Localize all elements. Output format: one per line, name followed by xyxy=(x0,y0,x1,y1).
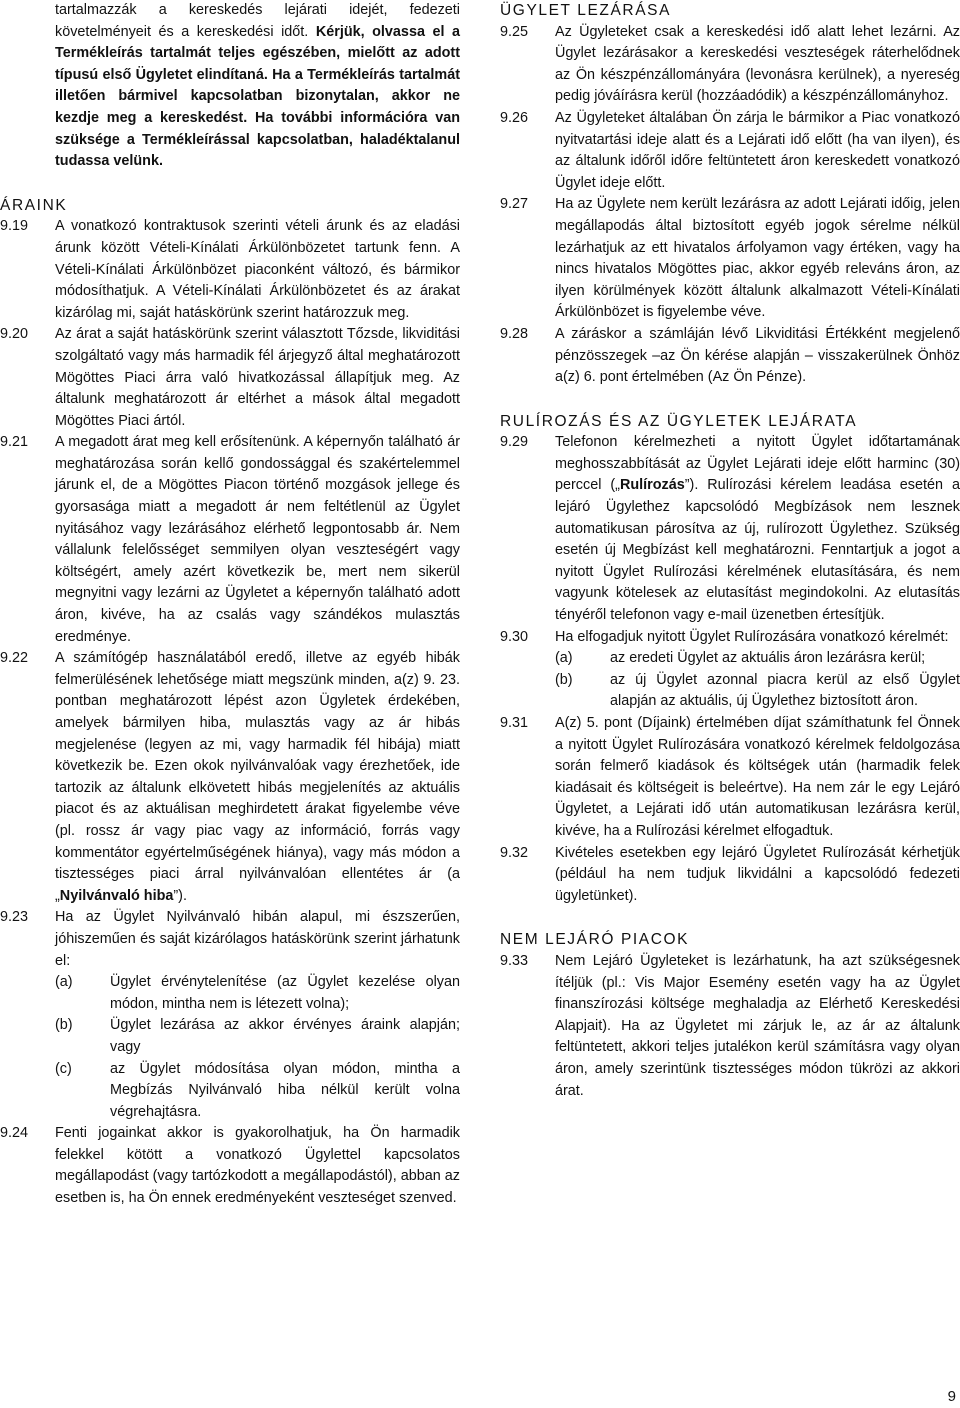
clause-9-33 xyxy=(500,951,960,1102)
clause-text: Az Ügyleteket csak a kereskedési idő alatt lehet lezárni. Az Ügylet lezárásakor a kereskedési veszteségek ráterhelődnek az Ön készpénzállományára (levonásra kerülnek), a nyereség pedig jóváírásra kerül (hozzáadódik) a készpénzállományhoz. xyxy=(555,23,960,105)
clause-number: 9.28 xyxy=(500,325,529,342)
sub-item-text: az Ügylet módosítása olyan módon, mintha a Megbízás Nyilvánvaló hiba nélkül került volna végrehajtásra. xyxy=(110,1060,460,1120)
clause-number: 9.25 xyxy=(500,23,529,40)
clause-text: Az árat a saját hatáskörünk szerint választott Tőzsde, likviditási szolgáltató vagy más harmadik fél árjegyző által meghatározott Mögöttes Piaci árra való hivatkozással állapítjuk meg. Az általunk meghatározott ár eltérhet a mások által megadott Mögöttes Piaci ártól. xyxy=(55,326,460,429)
sub-item-label: (b) xyxy=(55,1017,73,1034)
clause-number: 9.27 xyxy=(500,196,529,213)
clause-text: A megadott árat meg kell erősítenünk. A képernyőn található ár meghatározása során kellő gondossággal és szakértelemmel járunk el, de a Mögöttes Piacon történő mozgások jellege és gyorsasága miatt a megadott ár nem feltétlenül az Ügylet nyitásához vagy lezárásához elérhető legpontosabb ár. Nem vállalunk felelősséget semmilyen olyan veszteségért vagy költségért, amely azért következik be, mert nem sikerül megnyitni vagy lezárni az Ügyletet a képernyőn található adott áron, kivéve, ha az csalás vagy szándékos mulasztás eredménye. xyxy=(55,434,460,645)
clause-text-part: ”). Rulírozási kérelem leadása esetén a lejáró Ügylethez kapcsolódó Megbízások nem lesznek automatikusan párosítva az új, rulírozott Ügylethez. Szükség esetén új Megbízást kell meghatározni. Fenntartjuk a jogot a nyitott Ügylet Rulírozási kérelmének elutasítására, és nem vagyunk kötelesek az elutasítást megindokolni. Az elutasítás tényéről telefonon vagy e-mail üzenetben értesítjük. xyxy=(555,477,960,624)
clause-text: Kivételes esetekben egy lejáró Ügyletet Rulírozását kérhetjük (például ha nem tudjuk likvidálni a kapcsolódó fedezeti ügyletünket). xyxy=(555,844,960,904)
sub-item-label: (a) xyxy=(55,974,73,991)
clause-number: 9.32 xyxy=(500,844,529,861)
clause-9-25 xyxy=(500,22,960,108)
sub-item-text: az eredeti Ügylet az aktuális áron lezárásra kerül; xyxy=(610,650,926,667)
clause-text: Ha az Ügylet Nyilvánvaló hibán alapul, mi észszerűen, jóhiszeműen és saját kizárólagos hatáskörünk szerint járhatunk el: xyxy=(55,909,460,969)
clause-9-19 xyxy=(0,216,460,324)
clause-9-23 xyxy=(0,907,460,1123)
clause-9-26 xyxy=(500,108,960,194)
clause-9-22 xyxy=(0,648,460,907)
clause-9-30 xyxy=(500,627,960,713)
clause-text: A vonatkozó kontraktusok szerinti vételi árunk és az eladási árunk között Vételi-Kínálati Árkülönbözetet tartunk fenn. A Vételi-Kínálati Árkülönbözet piaconként változó, és bármikor módosíthatjuk. A Vételi-Kínálati Árkülönbözetet és az árakat kizárólag mi, saját hatáskörünk szerint határozzuk meg. xyxy=(55,218,460,321)
defined-term: Nyilvánvaló hiba xyxy=(59,887,174,904)
clause-text-part: ”). xyxy=(173,887,187,904)
clause-number: 9.22 xyxy=(0,650,29,667)
clause-number: 9.21 xyxy=(0,434,29,451)
clause-text: Fenti jogainkat akkor is gyakorolhatjuk, ha Ön harmadik felekkel kötött a vonatkozó Ügylettel kapcsolatos megállapodást (vagy tartózkodott a megállapodástól), abban az esetben is, ha Ön ennek eredményeként veszteséget szenved. xyxy=(55,1125,460,1207)
clause-text: Ha az Ügylete nem került lezárásra az adott Lejárati időig, jelen megállapodás által biztosított egyéb jogok sérelme nélkül lezárhatjuk az ett hivatalos árfolyamon vagy értéken, vagy ha nincs hivatalos Mögöttes piac, akkor egyéb releváns áron, az ilyen körülmények között általunk alkalmazott Vételi-Kínálati Árkülönbözet is figyelembe véve. xyxy=(555,196,960,321)
clause-text: Ha elfogadjuk nyitott Ügylet Rulírozására vonatkozó kérelmét: xyxy=(555,628,949,645)
section-heading-nem-lejaro: NEM LEJÁRÓ PIACOK xyxy=(500,931,690,949)
section-heading-rulirozas: RULÍROZÁS ÉS AZ ÜGYLETEK LEJÁRATA xyxy=(500,412,858,430)
clause-text: A(z) 5. pont (Díjaink) értelmében díjat számíthatunk fel Önnek a nyitott Ügylet Rulírozására vonatkozó kérelmek feldolgozása során felmerő kiadások és költségek után (harmadik felek kiadásait és költségeit is beleértve). Ha nem zár le egy Lejáró Ügyletet, a Lejárati idő után automatikusan lezárásra kerül, kivéve, ha a Rulírozási kérelmet elfogadtuk. xyxy=(555,715,960,839)
clause-number: 9.20 xyxy=(0,326,29,343)
clause-text: A záráskor a számláján lévő Likviditási Értékként megjelenő pénzösszegek –az Ön kérése alapján – visszakerülnek Önhöz a(z) 6. pont értelmében (Az Ön Pénze). xyxy=(555,325,960,386)
clause-text: Nem Lejáró Ügyleteket is lezárhatunk, ha azt szükségesnek ítéljük (pl.: Vis Major Esemény esetén vagy ha az Ügylet finanszírozási költsége meghaladja az Elérhető Kereskedési Alapjait). Ha az Ügyletet mi zárjuk le, az ár az általunk feltüntetett, akkori teljes jutalékon kerül számításra vagy olyan áron, amely szerintünk tisztességes módon tükrözi az akkori árat. xyxy=(555,952,960,1099)
clause-number: 9.26 xyxy=(500,109,529,126)
clause-9-29 xyxy=(500,432,960,626)
clause-9-31 xyxy=(500,713,960,843)
sub-item xyxy=(55,1015,460,1058)
sub-item xyxy=(555,670,960,713)
sub-item xyxy=(555,648,960,670)
clause-9-21 xyxy=(0,432,460,648)
defined-term: Rulírozás xyxy=(619,477,685,494)
intro-paragraph xyxy=(0,0,460,173)
sub-item-text: Ügylet lezárása az akkor érvényes áraink alapján; vagy xyxy=(110,1017,460,1055)
clause-number: 9.29 xyxy=(500,434,529,451)
clause-number: 9.23 xyxy=(0,909,29,926)
section-heading-arak: ÁRAINK xyxy=(0,196,68,214)
clause-9-20 xyxy=(0,324,460,432)
clause-9-27 xyxy=(500,194,960,324)
clause-number: 9.24 xyxy=(0,1125,29,1142)
page-number: 9 xyxy=(947,1388,956,1405)
sub-item-text: az új Ügylet azonnal piacra kerül az első Ügylet alapján az aktuális, új Ügylethez biztosított áron. xyxy=(610,671,960,710)
clause-9-28 xyxy=(500,324,960,389)
clause-9-32 xyxy=(500,843,960,908)
clause-text: Az Ügyleteket általában Ön zárja le bármikor a Piac vonatkozó nyitvatartási ideje alatt és a Lejárati idő előtt (ha van ilyen), és az általunk időről időre feltüntetett áron kereskedett vonatkozó Ügylet ideje előtt. xyxy=(555,109,960,191)
sub-item-label: (c) xyxy=(55,1060,72,1077)
clause-text xyxy=(55,648,460,907)
sub-item xyxy=(55,972,460,1015)
section-heading-lezaras: ÜGYLET LEZÁRÁSA xyxy=(500,2,672,19)
clause-number: 9.31 xyxy=(500,715,529,731)
clause-text xyxy=(555,432,960,626)
sub-item xyxy=(55,1059,460,1124)
sub-item-text: Ügylet érvénytelenítése (az Ügylet kezelése olyan módon, mintha nem is létezett volna); xyxy=(110,974,460,1012)
clause-9-24 xyxy=(0,1123,460,1209)
clause-text-part: Telefonon kérelmezheti a nyitott Ügylet időtartamának meghosszabbítását az Ügylet Lejárati ideje előtt harminc (30) perccel („ xyxy=(555,434,960,494)
sub-item-label: (b) xyxy=(555,671,573,688)
clause-number: 9.33 xyxy=(500,952,529,969)
intro-text: tartalmazzák a kereskedés lejárati idejét, fedezeti követelményeit és a kereskedési időt. xyxy=(55,2,460,40)
intro-bold-text: Kérjük, olvassa el a Termékleírás tartalmát teljes egészében, mielőtt az adott típusú első Ügyletet elindítaná. Ha a Termékleírás tartalmát illetően bármivel kapcsolatban bizonytalan, akkor ne kezdje meg a kereskedést. Ha további információra van szüksége a Termékleírással kapcsolatban, haladéktalanul tudassa velünk. xyxy=(55,23,461,170)
clause-number: 9.30 xyxy=(500,628,529,645)
sub-item-label: (a) xyxy=(555,650,573,667)
right-column xyxy=(500,0,960,1102)
clause-text-part: A számítógép használatából eredő, illetve az egyéb hibák felmerülésének lehetősége miatt megszünk minden, a(z) 9. 23. pontban meghatározott lépést azon Ügyletek érdekében, amelyek bármilyen hiba, mulasztás vagy az ár hibás megjelenése (legyen az mi, vagy harmadik fél hibája) miatt következik be. Ezen okok nyilvánvalóak vagy érezhetőek, ide tartozik az általunk elkövetett hibás megjelenítés az aktuális piacot és az aktuálisan meghirdetett árakat figyelembe véve (pl. rossz ár vagy piac vagy az információ, forrás vagy kommentátor egyértelműségének hiánya), vagy más módon a tisztességes piaci árral nyilvánvalóan ellentétes ár (a „ xyxy=(55,650,460,904)
clause-number: 9.19 xyxy=(0,218,29,235)
left-column xyxy=(0,0,460,1210)
